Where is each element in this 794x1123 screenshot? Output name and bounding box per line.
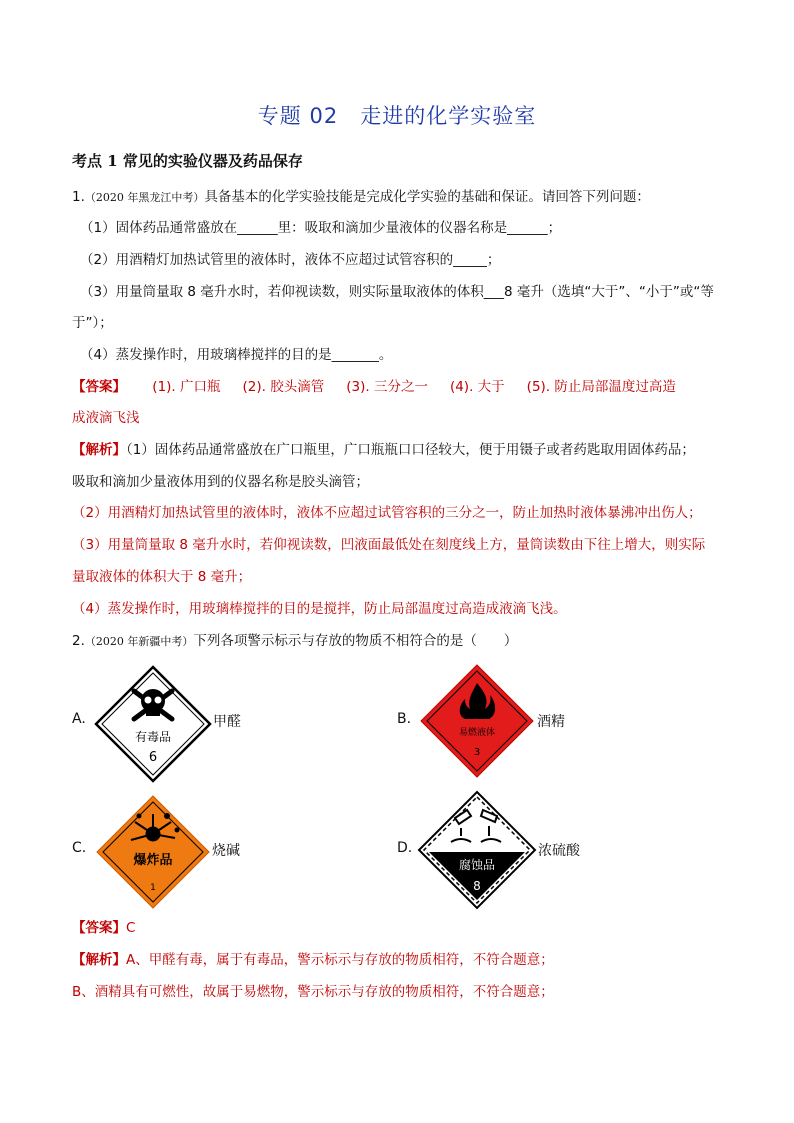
question-2-answer: 【答案】C — [72, 920, 136, 936]
sign-label: 腐蚀品 — [458, 858, 496, 872]
analysis-line: 量取液体的体积大于 8 毫升； — [72, 569, 252, 585]
analysis-line: B、酒精具有可燃性，故属于易燃物，警示标示与存放的物质相符，不符合题意； — [72, 984, 554, 1000]
question-1-part-1: （1）固体药品通常盛放在______里：吸取和滴加少量液体的仪器名称是______； — [80, 220, 562, 236]
analysis-line: 吸取和滴加少量液体用到的仪器名称是胶头滴管； — [72, 474, 369, 490]
sign-class-number: 8 — [473, 879, 481, 893]
question-1-analysis: 【解析】（1）固体药品通常盛放在广口瓶里，广口瓶瓶口口径较大，便于用镊子或者药匙取用固体药品； — [72, 442, 695, 458]
question-1-part-3-cont: 于”）； — [72, 315, 113, 331]
answer-item: (5). 防止局部温度过高造 — [526, 379, 676, 395]
option-c-letter: C. — [72, 840, 87, 856]
page-title: 专题 02 走进的化学实验室 — [257, 104, 537, 128]
question-1-answer: 【答案】 (1). 广口瓶 (2). 胶头滴管 (3). 三分之一 (4). 大于 (5). 防止局部温度过高造 — [72, 379, 676, 395]
option-d-substance: 浓硫酸 — [538, 843, 580, 859]
sign-class-number: 3 — [473, 747, 481, 758]
sign-class-number: 1 — [150, 883, 156, 893]
explosive-sign — [95, 794, 211, 910]
corrosive-sign — [417, 790, 537, 910]
answer-item: (2). 胶头滴管 — [242, 379, 325, 395]
answer-item: (3). 三分之一 — [346, 379, 428, 395]
question-2-analysis: 【解析】A、甲醛有毒，属于有毒品，警示标示与存放的物质相符，不符合题意； — [72, 952, 554, 968]
question-1-answer-cont: 成液滴飞浅 — [72, 410, 140, 426]
option-a-substance: 甲醛 — [213, 714, 241, 730]
question-2-stem: 2.（2020 年新疆中考）下列各项警示标示与存放的物质不相符合的是（ ） — [72, 633, 518, 649]
analysis-line: （2）用酒精灯加热试管里的液体时，液体不应超过试管容积的三分之一，防止加热时液体暴沸冲出伤人； — [72, 505, 702, 521]
option-d-letter: D. — [397, 840, 413, 856]
answer-item: (1). 广口瓶 — [152, 379, 221, 395]
analysis-line: （4）蒸发操作时，用玻璃棒搅拌的目的是搅拌，防止局部温度过高造成液滴飞浅。 — [72, 601, 567, 617]
flammable-sign — [419, 663, 535, 779]
analysis-line: （3）用量筒量取 8 毫升水时，若仰视读数，凹液面最低处在刻度线上方，量筒读数由下往上增大，则实际 — [72, 537, 706, 553]
sign-label: 爆炸品 — [133, 853, 173, 868]
option-b-letter: B. — [397, 711, 412, 727]
option-a-letter: A. — [72, 711, 86, 727]
sign-label: 易燃液体 — [458, 728, 496, 738]
sign-label: 有毒品 — [134, 730, 172, 744]
question-1-part-2: （2）用酒精灯加热试管里的液体时，液体不应超过试管容积的_____； — [80, 252, 501, 268]
option-c-substance: 烧碱 — [212, 843, 240, 859]
option-b-substance: 酒精 — [537, 714, 565, 730]
toxic-sign — [94, 665, 212, 783]
answer-item: (4). 大于 — [449, 379, 505, 395]
question-1-stem: 1.（2020 年黑龙江中考）具备基本的化学实验技能是完成化学实验的基础和保证。请回答下列问题： — [72, 189, 650, 205]
question-1-part-3: （3）用量筒量取 8 毫升水时，若仰视读数，则实际量取液体的体积___8 毫升（选填“大于”、“小于”或“等 — [80, 284, 714, 300]
sign-class-number: 6 — [148, 750, 158, 765]
section-heading: 考点 1 常见的实验仪器及药品保存 — [72, 152, 303, 170]
question-1-part-4: （4）蒸发操作时，用玻璃棒搅拌的目的是_______。 — [80, 347, 393, 363]
